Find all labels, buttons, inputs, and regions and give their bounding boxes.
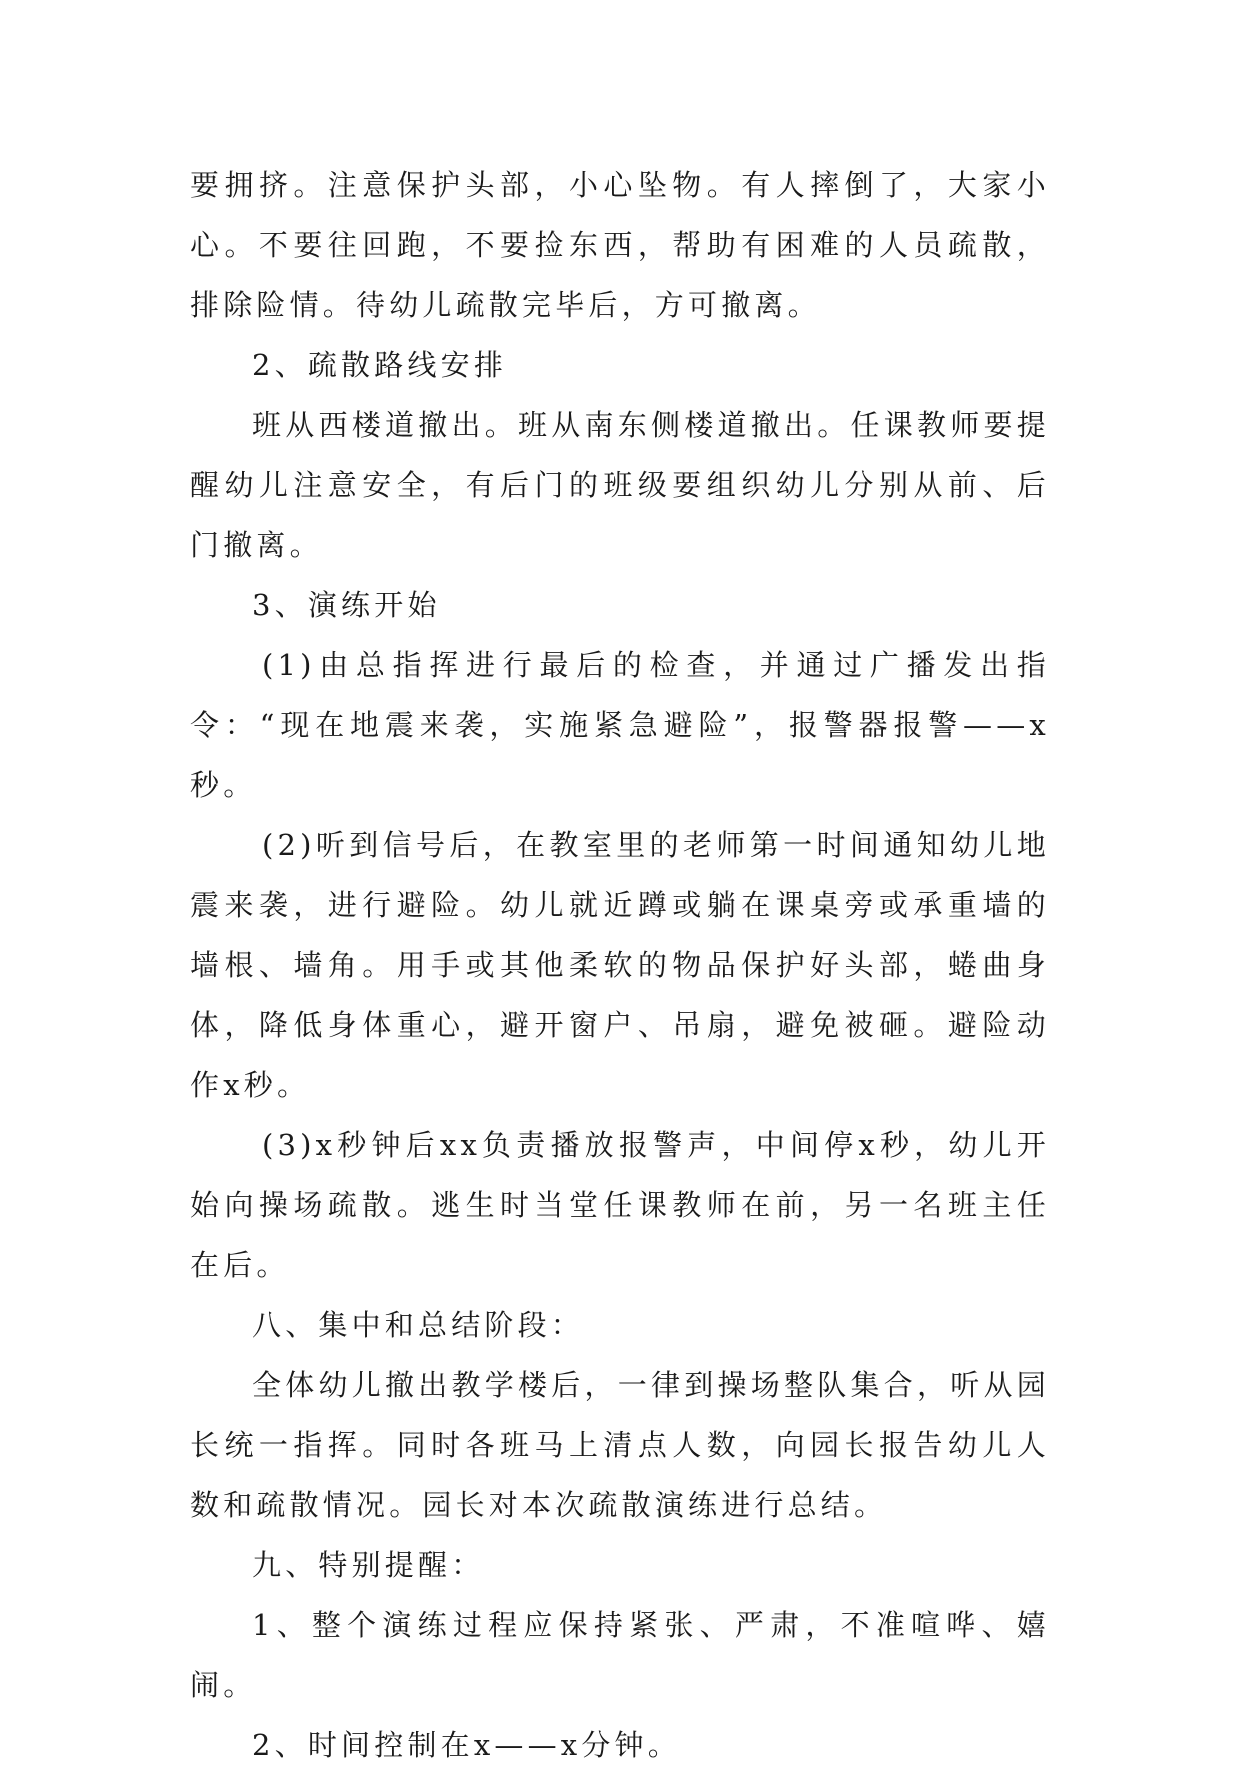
paragraph-continuation: 要拥挤。注意保护头部，小心坠物。有人摔倒了，大家小心。不要往回跑，不要捡东西，帮助有困难的人员疏散，排除险情。待幼儿疏散完毕后，方可撤离。: [190, 168, 1050, 322]
paragraph-evacuation-route: 班从西楼道撤出。班从南东侧楼道撤出。任课教师要提醒幼儿注意安全，有后门的班级要组织幼儿分别从前、后门撤离。: [190, 408, 1050, 562]
paragraph-drill-step-2: (2)听到信号后，在教室里的老师第一时间通知幼儿地震来袭，进行避险。幼儿就近蹲或躺在课桌旁或承重墙的墙根、墙角。用手或其他柔软的物品保护好头部，蜷曲身体，降低身体重心，避开窗户、吊扇，避免被砸。避险动作x秒。: [190, 828, 1050, 1102]
paragraph-heading-gathering: 八、集中和总结阶段：: [252, 1308, 585, 1342]
document-body: [190, 155, 1050, 1775]
paragraph-gathering: 全体幼儿撤出教学楼后，一律到操场整队集合，听从园长统一指挥。同时各班马上清点人数，向园长报告幼儿人数和疏散情况。园长对本次疏散演练进行总结。: [190, 1368, 1050, 1522]
paragraph-heading-evacuation-route: 2、疏散路线安排: [252, 348, 508, 382]
paragraph-reminder-1: 1、整个演练过程应保持紧张、严肃，不准喧哗、嬉闹。: [190, 1608, 1050, 1702]
paragraph-heading-reminders: 九、特别提醒：: [252, 1548, 485, 1582]
paragraph-reminder-2: 2、时间控制在x——x分钟。: [252, 1728, 681, 1762]
paragraph-drill-step-1: (1)由总指挥进行最后的检查，并通过广播发出指令：“现在地震来袭，实施紧急避险”，报警器报警——x秒。: [190, 648, 1050, 802]
paragraph-drill-step-3: (3)x秒钟后xx负责播放报警声，中间停x秒，幼儿开始向操场疏散。逃生时当堂任课教师在前，另一名班主任在后。: [190, 1128, 1050, 1282]
paragraph-heading-drill-start: 3、演练开始: [252, 588, 441, 622]
